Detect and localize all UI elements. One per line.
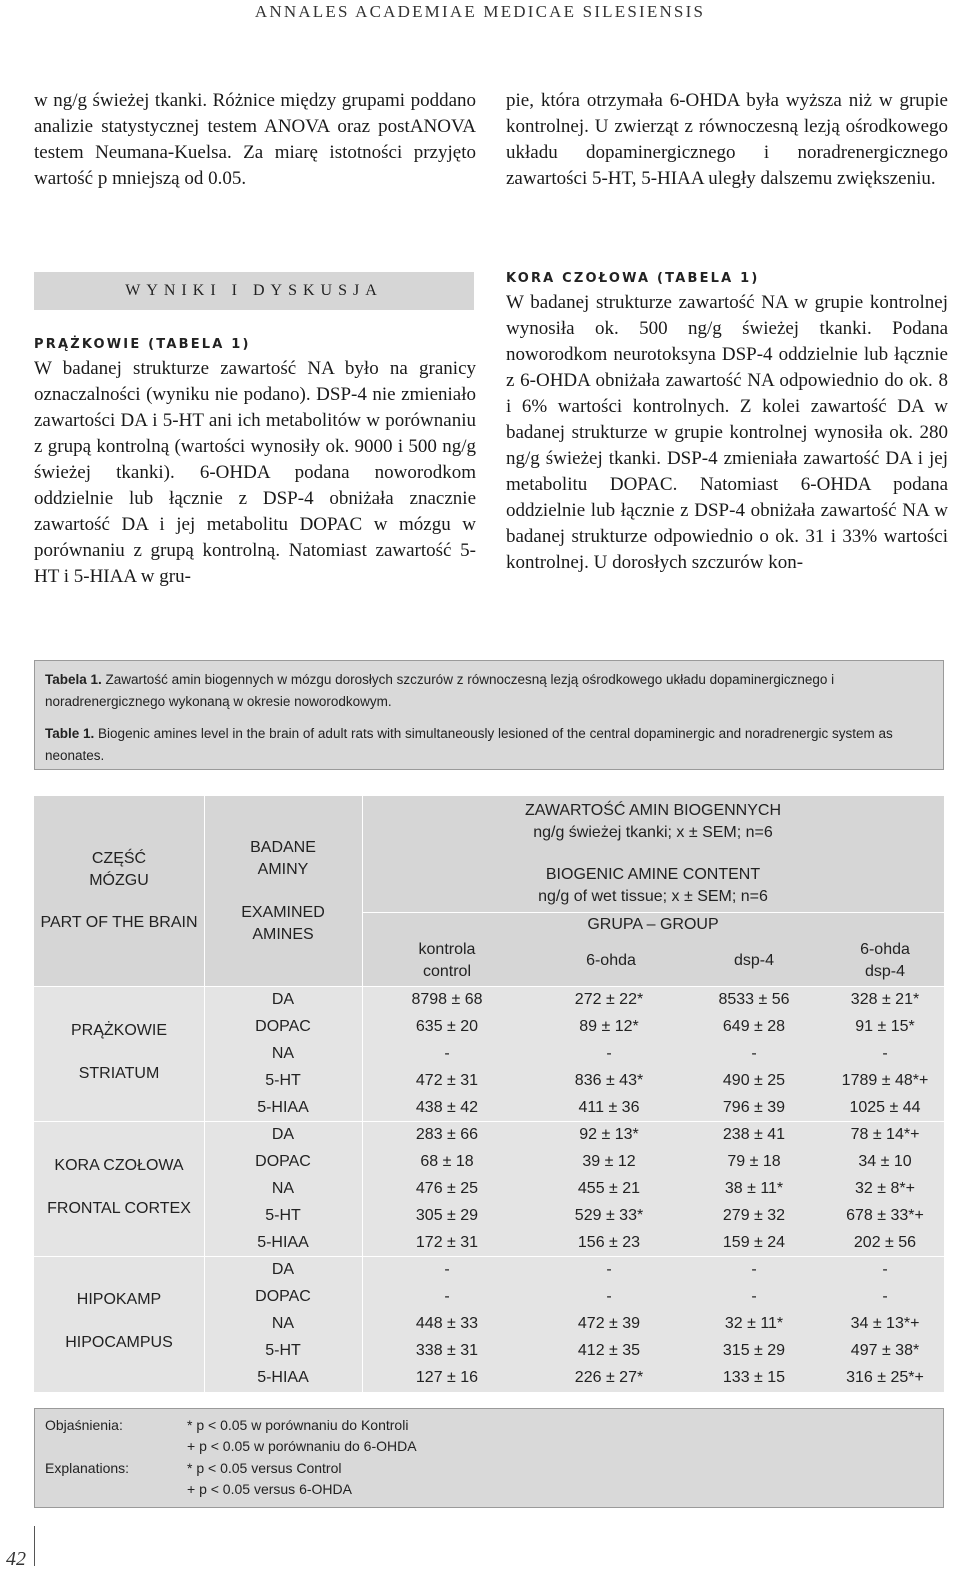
- caption-en: [45, 723, 933, 767]
- cell-dsp4: 649 ± 28: [722, 1018, 786, 1035]
- header-amines-en-line2: AMINES: [252, 926, 314, 943]
- cell-6ohda: 92 ± 13*: [579, 1126, 639, 1143]
- note-pl-1: * p < 0.05 w porównaniu do Kontroli: [187, 1417, 409, 1433]
- cell-6ohda: 529 ± 33*: [574, 1207, 644, 1224]
- cell-6ohda-dsp4: 32 ± 8*+: [855, 1180, 915, 1197]
- page-number-rule: [34, 1526, 35, 1566]
- running-head: ANNALES ACADEMIAE MEDICAE SILESIENSIS: [254, 2, 706, 21]
- cell-dsp4: 133 ± 15: [722, 1369, 786, 1386]
- region-cortex-pl: KORA CZOŁOWA: [54, 1157, 184, 1174]
- table-row: [34, 1283, 944, 1310]
- cell-amine: NA: [271, 1315, 295, 1332]
- cell-dsp4: 279 ± 32: [722, 1207, 786, 1224]
- cell-amine: 5-HT: [265, 1342, 301, 1359]
- cell-6ohda: 89 ± 12*: [579, 1018, 639, 1035]
- cortex-subhead: KORA CZOŁOWA (TABELA 1): [506, 271, 760, 286]
- table-row: [34, 1229, 944, 1256]
- cell-6ohda: 226 ± 27*: [574, 1369, 644, 1386]
- cell-6ohda-dsp4: 1025 ± 44: [849, 1099, 921, 1116]
- cell-control: 8798 ± 68: [411, 991, 483, 1008]
- cell-amine: DOPAC: [255, 1153, 311, 1170]
- cell-dsp4: 79 ± 18: [727, 1153, 781, 1170]
- cell-dsp4: -: [751, 1045, 757, 1062]
- cell-6ohda-dsp4: 202 ± 56: [853, 1234, 917, 1251]
- table-row: [34, 1067, 944, 1094]
- cell-dsp4: 315 ± 29: [722, 1342, 786, 1359]
- table-row: [34, 1040, 944, 1067]
- cell-control: 476 ± 25: [415, 1180, 479, 1197]
- table-row: [34, 1256, 944, 1283]
- cell-amine: NA: [271, 1180, 295, 1197]
- cell-6ohda: 455 ± 21: [577, 1180, 641, 1197]
- cell-dsp4: 159 ± 24: [722, 1234, 786, 1251]
- cell-amine: 5-HIAA: [257, 1234, 309, 1251]
- right-top-text: pie, która otrzymała 6-OHDA była wyższa niż w grupie kontrolnej. U zwierząt z równoczesną lezją ośrodkowego układu dopaminergicznego i noradrenergicznego zawartości 5-HT, 5-HIAA uległy dalszemu zwiększeniu.: [506, 90, 948, 189]
- cell-6ohda: 412 ± 35: [577, 1342, 641, 1359]
- cell-control: -: [444, 1045, 450, 1062]
- section-title: WYNIKI I DYSKUSJA: [34, 272, 474, 310]
- table-row: [34, 986, 944, 1013]
- cell-control: 448 ± 33: [415, 1315, 479, 1332]
- cell-6ohda-dsp4: -: [882, 1261, 888, 1278]
- table-notes: [34, 1408, 944, 1508]
- header-content-en-line2: ng/g of wet tissue; x ± SEM; n=6: [538, 888, 768, 905]
- region-hippocampus-pl: HIPOKAMP: [76, 1291, 162, 1308]
- cell-dsp4: 490 ± 25: [722, 1072, 786, 1089]
- table-row: [34, 1364, 944, 1391]
- striatum-subhead: PRĄŻKOWIE (TABELA 1): [34, 337, 251, 352]
- table-row: [34, 1121, 944, 1148]
- cell-6ohda-dsp4: 497 ± 38*: [850, 1342, 920, 1359]
- header-amines-pl-line2: AMINY: [257, 861, 309, 878]
- cell-6ohda: -: [606, 1045, 612, 1062]
- table-row: [34, 1013, 944, 1040]
- cell-amine: NA: [271, 1045, 295, 1062]
- table-caption: [34, 660, 944, 770]
- cell-6ohda-dsp4: 78 ± 14*+: [850, 1126, 920, 1143]
- header-part-pl-line2: MÓZGU: [89, 872, 149, 889]
- cell-6ohda-dsp4: 91 ± 15*: [855, 1018, 915, 1035]
- cell-control: -: [444, 1261, 450, 1278]
- header-amines-en: [204, 902, 362, 946]
- cell-amine: 5-HT: [265, 1207, 301, 1224]
- left-top-paragraph: [34, 88, 476, 192]
- cell-control: 472 ± 31: [415, 1072, 479, 1089]
- caption-pl: [45, 669, 933, 713]
- cell-6ohda-dsp4: 1789 ± 48*+: [841, 1072, 929, 1089]
- cell-6ohda: 472 ± 39: [577, 1315, 641, 1332]
- header-content-pl: [362, 800, 944, 844]
- cell-dsp4: 796 ± 39: [722, 1099, 786, 1116]
- header-content-en: [362, 864, 944, 908]
- header-part-pl: [34, 848, 204, 892]
- header-amines-pl: [204, 837, 362, 881]
- left-top-text: w ng/g świeżej tkanki. Różnice między grupami poddano analizie statystycznej testem ANOVA oraz postANOVA testem Neumana-Kuelsa. Za miarę istotności przyjęto wartość p mniejszą od 0.05.: [34, 90, 476, 189]
- cell-dsp4: -: [751, 1261, 757, 1278]
- group-control-pl: kontrola: [418, 941, 476, 958]
- cell-6ohda: -: [606, 1288, 612, 1305]
- header-content-pl-line2: ng/g świeżej tkanki; x ± SEM; n=6: [533, 824, 773, 841]
- header-part-en: PART OF THE BRAIN: [40, 914, 198, 931]
- table-row: [34, 1175, 944, 1202]
- cell-6ohda-dsp4: 316 ± 25*+: [846, 1369, 924, 1386]
- cell-dsp4: 8533 ± 56: [718, 991, 790, 1008]
- notes-label-en: Explanations:: [45, 1460, 130, 1476]
- cell-control: 127 ± 16: [415, 1369, 479, 1386]
- cell-6ohda: 272 ± 22*: [574, 991, 644, 1008]
- right-top-paragraph: [506, 88, 948, 192]
- caption-pl-text: Zawartość amin biogennych w mózgu dorosłych szczurów z równoczesną lezją ośrodkowego układu dopaminergicznego i noradrenergicznego wykonaną w okresie noworodkowym.: [45, 672, 835, 709]
- cell-6ohda-dsp4: 328 ± 21*: [850, 991, 920, 1008]
- cell-control: 172 ± 31: [415, 1234, 479, 1251]
- region-hippocampus-en: HIPOCAMPUS: [65, 1334, 173, 1351]
- header-content-pl-line1: ZAWARTOŚĆ AMIN BIOGENNYCH: [524, 802, 782, 819]
- group-dsp4: dsp-4: [733, 952, 775, 969]
- header-part-pl-line1: CZĘŚĆ: [91, 850, 147, 867]
- group-6ohda-dsp4: [810, 939, 960, 983]
- header-content-en-line1: BIOGENIC AMINE CONTENT: [545, 866, 761, 883]
- cell-amine: DA: [271, 1261, 295, 1278]
- cell-6ohda-dsp4: -: [882, 1045, 888, 1062]
- cell-6ohda-dsp4: 34 ± 10: [858, 1153, 912, 1170]
- table-row: [34, 1148, 944, 1175]
- group-control: [372, 939, 522, 983]
- cell-control: 635 ± 20: [415, 1018, 479, 1035]
- cell-amine: DOPAC: [255, 1288, 311, 1305]
- notes-label-pl: Objaśnienia:: [45, 1417, 123, 1433]
- header-amines-en-line1: EXAMINED: [241, 904, 325, 921]
- cell-amine: 5-HT: [265, 1072, 301, 1089]
- cell-control: -: [444, 1288, 450, 1305]
- cell-control: 438 ± 42: [415, 1099, 479, 1116]
- table-row: [34, 1094, 944, 1121]
- region-striatum-pl: PRĄŻKOWIE: [70, 1022, 167, 1039]
- group-control-en: control: [422, 963, 472, 980]
- cell-6ohda: 156 ± 23: [577, 1234, 641, 1251]
- cell-6ohda-dsp4: -: [882, 1288, 888, 1305]
- group-both-line2: dsp-4: [864, 963, 906, 980]
- region-cortex-en: FRONTAL CORTEX: [47, 1200, 191, 1217]
- cell-6ohda-dsp4: 34 ± 13*+: [850, 1315, 920, 1332]
- cell-6ohda: 39 ± 12: [582, 1153, 636, 1170]
- striatum-text: W badanej strukturze zawartość NA było na granicy oznaczalności (wyniku nie podano). DSP-4 nie zmieniało zawartości DA i 5-HT ani ich metabolitów w porównaniu z grupą kontrolną (wartości wynosiły ok. 9000 i 500 ng/g świeżej tkanki). 6-OHDA podana noworodkom oddzielnie lub łącznie z DSP-4 obniżała znacznie zawartość DA i jej metabolitu DOPAC w mózgu w porównaniu z grupą kontrolną. Natomiast zawartość 5-HT i 5-HIAA w gru-: [34, 358, 476, 587]
- amines-table: [34, 796, 944, 1392]
- cell-amine: DA: [271, 1126, 295, 1143]
- striatum-section: [34, 334, 476, 590]
- cell-control: 338 ± 31: [415, 1342, 479, 1359]
- table-row: [34, 1202, 944, 1229]
- table-row: [34, 1337, 944, 1364]
- header-group: GRUPA – GROUP: [587, 916, 719, 933]
- table-row: [34, 1310, 944, 1337]
- header-amines-pl-line1: BADANE: [250, 839, 316, 856]
- page-number: 42: [6, 1548, 26, 1570]
- cell-dsp4: -: [751, 1288, 757, 1305]
- cell-control: 305 ± 29: [415, 1207, 479, 1224]
- cell-control: 283 ± 66: [415, 1126, 479, 1143]
- caption-en-label: Table 1.: [45, 726, 95, 741]
- cell-dsp4: 38 ± 11*: [724, 1180, 784, 1197]
- note-pl-2: + p < 0.05 w porównaniu do 6-OHDA: [187, 1438, 417, 1454]
- region-striatum-en: STRIATUM: [78, 1065, 160, 1082]
- table-divider: [362, 912, 944, 913]
- cell-6ohda-dsp4: 678 ± 33*+: [846, 1207, 924, 1224]
- cell-6ohda: 836 ± 43*: [574, 1072, 644, 1089]
- cell-dsp4: 238 ± 41: [722, 1126, 786, 1143]
- note-en-2: + p < 0.05 versus 6-OHDA: [187, 1481, 352, 1497]
- caption-pl-label: Tabela 1.: [45, 672, 102, 687]
- group-both-line1: 6-ohda: [860, 941, 910, 958]
- note-en-1: * p < 0.05 versus Control: [187, 1460, 342, 1476]
- cell-6ohda: -: [606, 1261, 612, 1278]
- group-6ohda: 6-ohda: [586, 952, 636, 969]
- cortex-text: W badanej strukturze zawartość NA w grupie kontrolnej wynosiła ok. 500 ng/g świeżej tkanki. Podana noworodkom neurotoksyna DSP-4 oddzielnie lub łącznie z 6-OHDA obniżała zawartość NA odpowiednio do ok. 8 i 6% wartości kontrolnych. Z kolei zawartość DA w badanej strukturze w grupie kontrolnej wynosiła ok. 280 ng/g świeżej tkanki. DSP-4 zmieniała zawartość DA i jej metabolitu DOPAC. Natomiast 6-OHDA podana oddzielnie lub łącznie z DSP-4 obniżała zawartość NA w badanej strukturze odpowiednio o ok. 31 i 33% wartości kontrolnej. U dorosłych szczurów kon-: [506, 292, 948, 573]
- caption-en-text: Biogenic amines level in the brain of adult rats with simultaneously lesioned of the central dopaminergic and noradrenergic system as neonates.: [45, 726, 893, 763]
- cell-dsp4: 32 ± 11*: [724, 1315, 784, 1332]
- cell-amine: 5-HIAA: [257, 1099, 309, 1116]
- cell-amine: DA: [271, 991, 295, 1008]
- cell-amine: DOPAC: [255, 1018, 311, 1035]
- cell-control: 68 ± 18: [420, 1153, 474, 1170]
- cell-amine: 5-HIAA: [257, 1369, 309, 1386]
- cell-6ohda: 411 ± 36: [578, 1099, 640, 1116]
- cortex-section: [506, 268, 948, 576]
